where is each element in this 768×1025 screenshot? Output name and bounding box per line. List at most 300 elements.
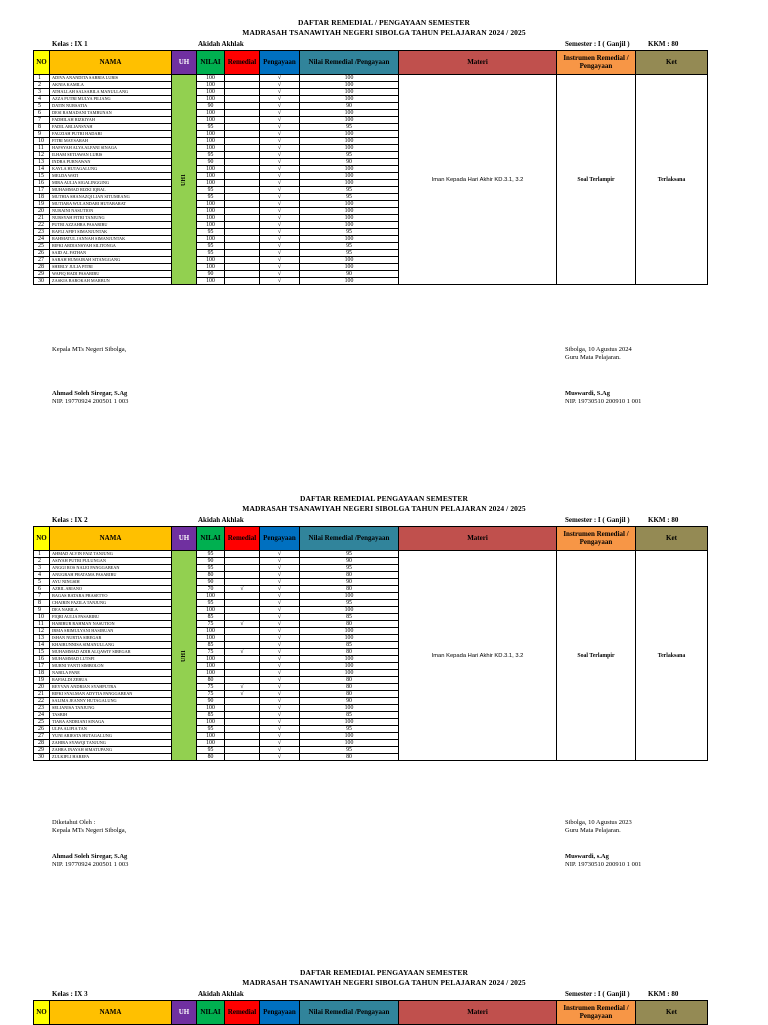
nilai-remedial-value: 100 xyxy=(300,719,399,726)
row-no: 7 xyxy=(34,117,50,124)
row-no: 8 xyxy=(34,124,50,131)
student-name: ANGGI ROS NALEI PANGGABEAN xyxy=(50,565,172,572)
row-no: 24 xyxy=(34,712,50,719)
student-name: FAUZIAH PUTRI HADABI xyxy=(50,131,172,138)
remedial-check xyxy=(225,579,260,586)
nilai-remedial-value: 90 xyxy=(300,698,399,705)
semester-label: Semester : I ( Ganjil ) xyxy=(565,990,630,998)
nilai-value: 100 xyxy=(197,236,225,243)
sig-role: Guru Mata Pelajaran. xyxy=(565,827,621,834)
row-no: 3 xyxy=(34,565,50,572)
nilai-value: 90 xyxy=(197,558,225,565)
student-name: FIQRI AULIA PASARIBU xyxy=(50,614,172,621)
pengayaan-check: √ xyxy=(260,719,300,726)
nilai-remedial-value: 100 xyxy=(300,180,399,187)
nilai-value: 85 xyxy=(197,712,225,719)
nilai-value: 90 xyxy=(197,271,225,278)
nilai-remedial-value: 100 xyxy=(300,208,399,215)
uh-label xyxy=(172,551,197,761)
student-name: AHMAD ALVIN FAIZ TANJUNG xyxy=(50,551,172,558)
row-no: 5 xyxy=(34,579,50,586)
nilai-remedial-value: 95 xyxy=(300,229,399,236)
nilai-value: 95 xyxy=(197,250,225,257)
nilai-value: 90 xyxy=(197,103,225,110)
pengayaan-check: √ xyxy=(260,705,300,712)
student-name: MUHAMMAD RIZKI IQBAL xyxy=(50,187,172,194)
student-name: NABILA PANE xyxy=(50,670,172,677)
remedial-check xyxy=(225,698,260,705)
student-name: WAFIQ HADI PASARIBU xyxy=(50,271,172,278)
nilai-remedial-value: 95 xyxy=(300,551,399,558)
nilai-value: 100 xyxy=(197,740,225,747)
student-name: HABIBUR RAHMAN NASUTION xyxy=(50,621,172,628)
header-uh: UH xyxy=(172,51,197,75)
nilai-remedial-value: 95 xyxy=(300,194,399,201)
row-no: 13 xyxy=(34,159,50,166)
remedial-check xyxy=(225,593,260,600)
signature-right xyxy=(565,346,632,362)
pengayaan-check: √ xyxy=(260,593,300,600)
remedial-check xyxy=(225,719,260,726)
row-no: 2 xyxy=(34,82,50,89)
principal-nip: NIP. 19770924 200501 1 003 xyxy=(52,398,129,405)
student-name: BAGAS BATARA PRASETYO xyxy=(50,593,172,600)
nilai-remedial-value: 100 xyxy=(300,663,399,670)
nilai-remedial-value: 95 xyxy=(300,565,399,572)
student-name: SALIMA JEANNY HUTAGALUNG xyxy=(50,698,172,705)
signature-right xyxy=(565,819,632,835)
nilai-remedial-value: 80 xyxy=(300,572,399,579)
remedial-check xyxy=(225,145,260,152)
row-no: 18 xyxy=(34,194,50,201)
row-no: 25 xyxy=(34,243,50,250)
row-no: 24 xyxy=(34,236,50,243)
student-name: MIRA AULIA SIGALINGGING xyxy=(50,180,172,187)
remedial-table xyxy=(33,1000,708,1025)
student-name: SELIANISA TANJUNG xyxy=(50,705,172,712)
remedial-table xyxy=(33,526,708,761)
student-name: ADIVA ANANDITA SABRIA LUBIS xyxy=(50,75,172,82)
kkm-label: KKM : 80 xyxy=(648,990,679,998)
nilai-remedial-value: 80 xyxy=(300,754,399,761)
nilai-value: 100 xyxy=(197,663,225,670)
row-no: 10 xyxy=(34,614,50,621)
remedial-check xyxy=(225,152,260,159)
nilai-value: 95 xyxy=(197,726,225,733)
header-remedial: Remedial xyxy=(225,51,260,75)
nilai-remedial-value: 100 xyxy=(300,110,399,117)
teacher-name: Muswardi, S.Ag xyxy=(565,390,610,397)
remedial-check xyxy=(225,89,260,96)
student-name: ZULKIFLI HAREFA xyxy=(50,754,172,761)
row-no: 29 xyxy=(34,271,50,278)
header-remedial: Remedial xyxy=(225,1001,260,1025)
pengayaan-check: √ xyxy=(260,600,300,607)
pengayaan-check: √ xyxy=(260,250,300,257)
semester-label: Semester : I ( Ganjil ) xyxy=(565,516,630,524)
remedial-check xyxy=(225,271,260,278)
nilai-value: 100 xyxy=(197,733,225,740)
header-no: NO xyxy=(34,51,50,75)
row-no: 7 xyxy=(34,593,50,600)
student-name: MELDA WATI xyxy=(50,173,172,180)
pengayaan-check: √ xyxy=(260,166,300,173)
row-no: 11 xyxy=(34,621,50,628)
remedial-check: √ xyxy=(225,691,260,698)
remedial-check: √ xyxy=(225,586,260,593)
nilai-remedial-value: 100 xyxy=(300,236,399,243)
remedial-check xyxy=(225,565,260,572)
pengayaan-check: √ xyxy=(260,733,300,740)
remedial-check xyxy=(225,572,260,579)
ket-text: Terlaksana xyxy=(636,75,708,285)
remedial-check xyxy=(225,201,260,208)
remedial-check xyxy=(225,607,260,614)
nilai-remedial-value: 80 xyxy=(300,621,399,628)
header-uh: UH xyxy=(172,527,197,551)
row-no: 20 xyxy=(34,208,50,215)
pengayaan-check: √ xyxy=(260,215,300,222)
nilai-value: 90 xyxy=(197,159,225,166)
pengayaan-check: √ xyxy=(260,152,300,159)
row-no: 13 xyxy=(34,635,50,642)
pengayaan-check: √ xyxy=(260,747,300,754)
signature-left-name xyxy=(52,853,128,869)
student-name: RAHMATUL JANNAH SIMANJUNTAK xyxy=(50,236,172,243)
nilai-value: 95 xyxy=(197,243,225,250)
pengayaan-check: √ xyxy=(260,698,300,705)
row-no: 14 xyxy=(34,642,50,649)
nilai-remedial-value: 100 xyxy=(300,96,399,103)
student-name: FADIL ARLIANSYAH xyxy=(50,124,172,131)
header-pengayaan: Pengayaan xyxy=(260,1001,300,1025)
nilai-value: 100 xyxy=(197,180,225,187)
doc-title: DAFTAR REMEDIAL / PENGAYAAN SEMESTER xyxy=(297,18,471,27)
remedial-check xyxy=(225,194,260,201)
header-ket: Ket xyxy=(636,51,708,75)
remedial-check xyxy=(225,131,260,138)
nilai-remedial-value: 100 xyxy=(300,138,399,145)
row-no: 29 xyxy=(34,747,50,754)
row-no: 12 xyxy=(34,628,50,635)
nilai-value: 100 xyxy=(197,96,225,103)
remedial-check xyxy=(225,75,260,82)
row-no: 23 xyxy=(34,705,50,712)
student-name: MUTIARA WULANDARI HUTABARAT xyxy=(50,201,172,208)
row-no: 18 xyxy=(34,670,50,677)
teacher-name: Muswardi, s.Ag xyxy=(565,853,609,860)
remedial-check xyxy=(225,551,260,558)
row-no: 20 xyxy=(34,684,50,691)
remedial-check xyxy=(225,740,260,747)
student-name: MUTHIA SHANAZQI LIAN SITUMEANG xyxy=(50,194,172,201)
nilai-remedial-value: 100 xyxy=(300,607,399,614)
row-no: 17 xyxy=(34,187,50,194)
row-no: 26 xyxy=(34,250,50,257)
row-no: 26 xyxy=(34,726,50,733)
row-no: 11 xyxy=(34,145,50,152)
pengayaan-check: √ xyxy=(260,565,300,572)
nilai-remedial-value: 100 xyxy=(300,264,399,271)
remedial-check xyxy=(225,117,260,124)
nilai-value: 100 xyxy=(197,166,225,173)
pengayaan-check: √ xyxy=(260,264,300,271)
nilai-remedial-value: 85 xyxy=(300,712,399,719)
nilai-remedial-value: 90 xyxy=(300,558,399,565)
nilai-remedial-value: 100 xyxy=(300,278,399,285)
nilai-value: 80 xyxy=(197,572,225,579)
pengayaan-check: √ xyxy=(260,208,300,215)
row-no: 1 xyxy=(34,551,50,558)
remedial-check xyxy=(225,103,260,110)
nilai-remedial-value: 80 xyxy=(300,677,399,684)
doc-subtitle: MADRASAH TSANAWIYAH NEGERI SIBOLGA TAHUN PELAJARAN 2024 / 2025 xyxy=(242,504,526,513)
pengayaan-check: √ xyxy=(260,740,300,747)
header-instrumen: Instrumen Remedial / Pengayaan xyxy=(557,527,636,551)
row-no: 9 xyxy=(34,131,50,138)
remedial-check xyxy=(225,208,260,215)
nilai-remedial-value: 100 xyxy=(300,82,399,89)
row-no: 17 xyxy=(34,663,50,670)
nilai-value: 100 xyxy=(197,75,225,82)
doc-subtitle: MADRASAH TSANAWIYAH NEGERI SIBOLGA TAHUN PELAJARAN 2024 / 2025 xyxy=(242,978,526,987)
remedial-check xyxy=(225,173,260,180)
pengayaan-check: √ xyxy=(260,607,300,614)
student-name: ZAHRA INAYAH SIMATUPANG xyxy=(50,747,172,754)
signature-left xyxy=(52,819,126,835)
pengayaan-check: √ xyxy=(260,131,300,138)
remedial-check xyxy=(225,222,260,229)
pengayaan-check: √ xyxy=(260,110,300,117)
header-no: NO xyxy=(34,1001,50,1025)
nilai-remedial-value: 95 xyxy=(300,124,399,131)
nilai-value: 95 xyxy=(197,600,225,607)
row-no: 3 xyxy=(34,89,50,96)
kelas-label: Kelas : IX 2 xyxy=(52,516,88,524)
mapel-label: Akidah Akhlak xyxy=(198,40,244,48)
header-materi: Materi xyxy=(399,1001,557,1025)
header-uh: UH xyxy=(172,1001,197,1025)
nilai-remedial-value: 100 xyxy=(300,628,399,635)
row-no: 21 xyxy=(34,691,50,698)
header-no: NO xyxy=(34,527,50,551)
row-no: 15 xyxy=(34,173,50,180)
nilai-value: 80 xyxy=(197,754,225,761)
student-name: SHERLY JULIA PITRI xyxy=(50,264,172,271)
nilai-remedial-value: 90 xyxy=(300,159,399,166)
nilai-remedial-value: 100 xyxy=(300,89,399,96)
pengayaan-check: √ xyxy=(260,194,300,201)
remedial-check xyxy=(225,663,260,670)
header-nilai-remedial-pengayaan: Nilai Remedial /Pengayaan xyxy=(300,527,399,551)
header-ket: Ket xyxy=(636,527,708,551)
kelas-label: Kelas : IX 1 xyxy=(52,40,88,48)
kkm-label: KKM : 80 xyxy=(648,516,679,524)
student-name: RAFIALDI ZEBUA xyxy=(50,677,172,684)
pengayaan-check: √ xyxy=(260,89,300,96)
row-no: 21 xyxy=(34,215,50,222)
nilai-value: 100 xyxy=(197,635,225,642)
nilai-remedial-value: 85 xyxy=(300,614,399,621)
nilai-remedial-value: 80 xyxy=(300,684,399,691)
pengayaan-check: √ xyxy=(260,635,300,642)
pengayaan-check: √ xyxy=(260,642,300,649)
sig-date: Sibolga, 10 Agustus 2023 xyxy=(565,819,632,826)
header-instrumen: Instrumen Remedial / Pengayaan xyxy=(557,51,636,75)
pengayaan-check: √ xyxy=(260,257,300,264)
student-name: DEA NABILA xyxy=(50,607,172,614)
mapel-label: Akidah Akhlak xyxy=(198,990,244,998)
nilai-remedial-value: 80 xyxy=(300,586,399,593)
row-no: 16 xyxy=(34,180,50,187)
nilai-value: 95 xyxy=(197,551,225,558)
nilai-remedial-value: 100 xyxy=(300,705,399,712)
row-no: 27 xyxy=(34,733,50,740)
remedial-check xyxy=(225,726,260,733)
row-no: 4 xyxy=(34,572,50,579)
nilai-value: 100 xyxy=(197,201,225,208)
row-no: 5 xyxy=(34,103,50,110)
nilai-value: 100 xyxy=(197,656,225,663)
pengayaan-check: √ xyxy=(260,201,300,208)
header-materi: Materi xyxy=(399,51,557,75)
nilai-value: 75 xyxy=(197,684,225,691)
pengayaan-check: √ xyxy=(260,187,300,194)
pengayaan-check: √ xyxy=(260,558,300,565)
remedial-check: √ xyxy=(225,684,260,691)
remedial-check xyxy=(225,628,260,635)
student-name: AKNIA KAMILA xyxy=(50,82,172,89)
nilai-value: 100 xyxy=(197,89,225,96)
nilai-value: 100 xyxy=(197,264,225,271)
row-no: 19 xyxy=(34,677,50,684)
nilai-remedial-value: 95 xyxy=(300,187,399,194)
remedial-check xyxy=(225,747,260,754)
nilai-remedial-value: 100 xyxy=(300,173,399,180)
uh-label-text: UH1 xyxy=(181,173,187,186)
remedial-check xyxy=(225,166,260,173)
principal-name: Ahmad Soleh Siregar, S.Ag xyxy=(52,853,128,860)
remedial-check xyxy=(225,558,260,565)
row-no: 23 xyxy=(34,229,50,236)
nilai-remedial-value: 90 xyxy=(300,579,399,586)
nilai-value: 95 xyxy=(197,152,225,159)
student-name: MUHAMMAD LUTSFI xyxy=(50,656,172,663)
kelas-label: Kelas : IX 3 xyxy=(52,990,88,998)
ket-text: Terlaksana xyxy=(636,551,708,761)
pengayaan-check: √ xyxy=(260,75,300,82)
header-ket: Ket xyxy=(636,1001,708,1025)
sig-left-line: Diketahui Oleh : xyxy=(52,819,96,826)
principal-name: Ahmad Soleh Siregar, S.Ag xyxy=(52,390,128,397)
nilai-remedial-value: 100 xyxy=(300,222,399,229)
row-no: 19 xyxy=(34,201,50,208)
student-name: RIFKI SYALMAN ADYTIA PANGGABEAN xyxy=(50,691,172,698)
remedial-check xyxy=(225,159,260,166)
nilai-value: 90 xyxy=(197,579,225,586)
principal-nip: NIP. 19770924 200501 1 003 xyxy=(52,861,129,868)
student-name: DATIN NURSATIA xyxy=(50,103,172,110)
pengayaan-check: √ xyxy=(260,145,300,152)
pengayaan-check: √ xyxy=(260,229,300,236)
pengayaan-check: √ xyxy=(260,173,300,180)
header-instrumen: Instrumen Remedial / Pengayaan xyxy=(557,1001,636,1025)
pengayaan-check: √ xyxy=(260,124,300,131)
row-no: 6 xyxy=(34,586,50,593)
row-no: 4 xyxy=(34,96,50,103)
row-no: 16 xyxy=(34,656,50,663)
student-name: MUHAMMAD ADIB ALQAWIY SIREGAR xyxy=(50,649,172,656)
pengayaan-check: √ xyxy=(260,691,300,698)
pengayaan-check: √ xyxy=(260,222,300,229)
remedial-check xyxy=(225,642,260,649)
header-row xyxy=(34,1001,708,1025)
header-materi: Materi xyxy=(399,527,557,551)
pengayaan-check: √ xyxy=(260,551,300,558)
pengayaan-check: √ xyxy=(260,684,300,691)
header-nilai-remedial-pengayaan: Nilai Remedial /Pengayaan xyxy=(300,51,399,75)
uh-label-text: UH1 xyxy=(181,649,187,662)
student-name: KAYLA HUTAGALUNG xyxy=(50,166,172,173)
pengayaan-check: √ xyxy=(260,180,300,187)
nilai-value: 95 xyxy=(197,187,225,194)
mapel-label: Akidah Akhlak xyxy=(198,516,244,524)
student-name: DESI RAMADANI TAMBUNAN xyxy=(50,110,172,117)
pengayaan-check: √ xyxy=(260,649,300,656)
nilai-remedial-value: 100 xyxy=(300,117,399,124)
remedial-check xyxy=(225,229,260,236)
header-nilai: NILAI xyxy=(197,527,225,551)
nilai-value: 80 xyxy=(197,677,225,684)
nilai-value: 95 xyxy=(197,124,225,131)
doc-title: DAFTAR REMEDIAL PENGAYAAN SEMESTER xyxy=(300,494,468,503)
nilai-remedial-value: 100 xyxy=(300,733,399,740)
table-row xyxy=(34,551,708,558)
sig-date: Sibolga, 10 Agustus 2024 xyxy=(565,346,632,353)
student-name: ILHAM SETIAWAN LUBIS xyxy=(50,152,172,159)
student-name: MURNI YANTI SIMBOLON xyxy=(50,663,172,670)
pengayaan-check: √ xyxy=(260,656,300,663)
nilai-value: 100 xyxy=(197,257,225,264)
nilai-value: 75 xyxy=(197,649,225,656)
row-no: 6 xyxy=(34,110,50,117)
signature-left xyxy=(52,346,126,354)
row-no: 25 xyxy=(34,719,50,726)
teacher-nip: NIP. 19730510 200910 1 001 xyxy=(565,398,642,405)
student-name: ZAHIRA SYAWQI TANJUNG xyxy=(50,740,172,747)
pengayaan-check: √ xyxy=(260,271,300,278)
student-name: ZASKIA BAROKAH MARBUN xyxy=(50,278,172,285)
pengayaan-check: √ xyxy=(260,754,300,761)
remedial-check xyxy=(225,656,260,663)
nilai-value: 100 xyxy=(197,110,225,117)
remedial-check xyxy=(225,96,260,103)
student-name: IRMA SRIMULYANI HASIBUAN xyxy=(50,628,172,635)
student-name: KHAIRUNNISA SIMANULLANG xyxy=(50,642,172,649)
row-no: 28 xyxy=(34,740,50,747)
student-name: PUTRI AZZAHRA PASARIBU xyxy=(50,222,172,229)
student-name: YUNI ARIESTA HUTAGALUNG xyxy=(50,733,172,740)
pengayaan-check: √ xyxy=(260,236,300,243)
row-no: 8 xyxy=(34,600,50,607)
nilai-value: 100 xyxy=(197,278,225,285)
row-no: 30 xyxy=(34,754,50,761)
header-nilai-remedial-pengayaan: Nilai Remedial /Pengayaan xyxy=(300,1001,399,1025)
student-name: TASBIH xyxy=(50,712,172,719)
remedial-check xyxy=(225,600,260,607)
nilai-remedial-value: 90 xyxy=(300,103,399,110)
nilai-remedial-value: 100 xyxy=(300,670,399,677)
